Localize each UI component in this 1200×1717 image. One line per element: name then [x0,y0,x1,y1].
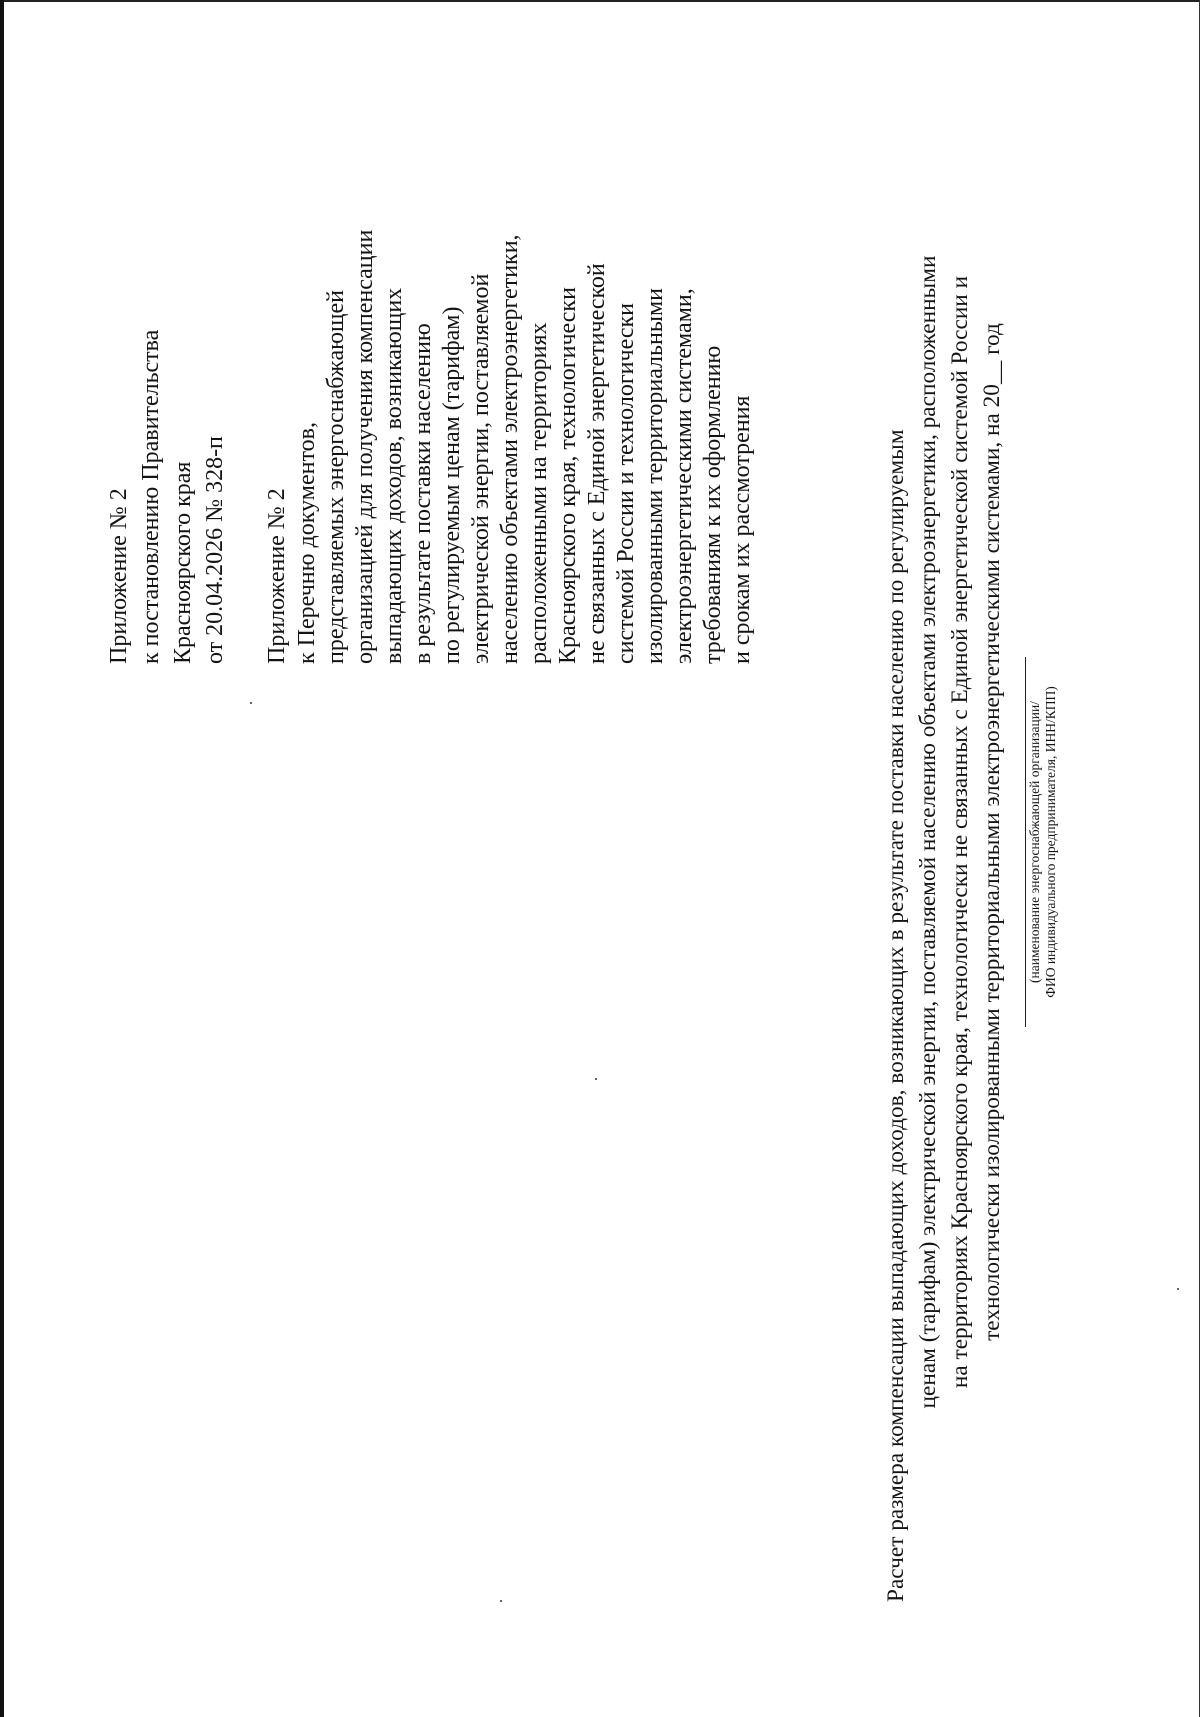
title-line: на территориях Красноярского края, технологически не связанных с Единой энергетической системой России и [947,275,973,1389]
appendix-list-line: требованиям к их оформлению [700,345,726,664]
appendix-list-line: и срокам их рассмотрения [729,395,755,664]
title-line: технологически изолированными территориальными электроэнергетическими системами, на 20__ год [979,323,1005,1341]
title-line: Расчет размера компенсации выпадающих доходов, возникающих в результате поставки населению по регулируемым [883,429,909,1602]
appendix-header-line: Красноярского края [170,461,196,664]
document-title [880,12,1008,1652]
caption-line: ФИО индивидуального предпринимателя, ИНН/КПП) [1043,686,1058,998]
appendix-list-line: электроэнергетическими системами, [671,288,697,664]
appendix-header-line: Приложение № 2 [106,488,132,664]
appendix-header [103,330,231,664]
scan-speck [250,702,252,704]
appendix-list-line: населению объектами электроэнергетики, [497,234,523,664]
caption-line: (наименование энергоснабжающей организации/ [1027,701,1042,983]
appendix-list-line: выпадающих доходов, возникающих [381,287,407,664]
appendix-list-line: Красноярского края, технологически [555,287,581,664]
appendix-list-line: организацией для получения компенсации [352,229,378,664]
title-line: ценам (тарифам) электрической энергии, поставляемой населению объектами электроэнергетики, расположенными [915,255,941,1409]
appendix-list-line: в результате поставки населению [410,323,436,664]
appendix-list-line: по регулируемым ценам (тарифам) [439,306,465,664]
scan-speck [500,1600,502,1602]
appendix-list-header [262,230,757,664]
appendix-list-line: не связанных с Единой энергетической [584,263,610,664]
organization-name-underline [1025,657,1026,1027]
appendix-list-line: системой России и технологически [613,303,639,664]
appendix-list-line: представляемых энергоснабжающей [323,289,349,664]
appendix-header-line: от 20.04.2026 № 328-п [202,436,228,664]
appendix-header-line: к постановлению Правительства [138,329,164,664]
appendix-list-line: расположенными на территориях [526,322,552,664]
appendix-list-line: к Перечню документов, [294,422,320,664]
scan-speck [595,1078,597,1080]
appendix-list-line: электрической энергии, поставляемой [468,273,494,664]
organization-name-caption [1027,657,1059,1027]
appendix-list-line: изолированными территориальными [642,288,668,664]
appendix-list-line: Приложение № 2 [264,488,290,664]
scan-speck [1177,1288,1179,1290]
